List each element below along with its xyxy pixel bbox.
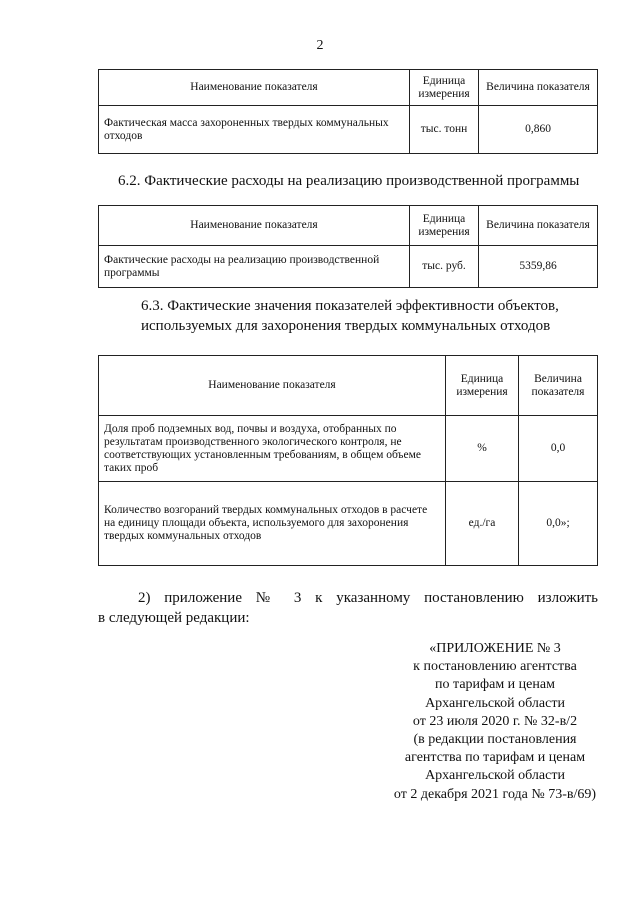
- column-header-unit: Единица измерения: [410, 206, 479, 246]
- table-efficiency: [98, 355, 598, 566]
- column-header-value: Величина показателя: [479, 206, 598, 246]
- appendix-line: Архангельской области: [425, 695, 565, 711]
- column-header-name: Наименование показателя: [99, 206, 410, 246]
- row-unit: тыс. руб.: [410, 246, 479, 288]
- column-header-name: Наименование показателя: [99, 356, 446, 416]
- table-waste-mass: [98, 69, 598, 154]
- column-header-name: Наименование показателя: [99, 70, 410, 106]
- table-row: [99, 482, 598, 566]
- row-unit: тыс. тонн: [410, 106, 479, 154]
- appendix-line: Архангельской области: [425, 768, 565, 784]
- table-row: [99, 416, 598, 482]
- row-name: Фактические расходы на реализацию производственной программы: [99, 246, 410, 288]
- table-row: [99, 246, 598, 288]
- column-header-unit: Единица измерения: [446, 356, 519, 416]
- column-header-unit: Единица измерения: [410, 70, 479, 106]
- row-unit: %: [446, 416, 519, 482]
- row-name: Количество возгораний твердых коммунальных отходов в расчете на единицу площади объекта, используемого для захоронения твердых коммунальных отходов: [99, 482, 446, 566]
- appendix-line: от 2 декабря 2021 года № 73-в/69): [393, 786, 597, 802]
- column-header-value: Величина показателя: [519, 356, 598, 416]
- row-value: 5359,86: [479, 246, 598, 288]
- appendix-line: агентства по тарифам и ценам: [404, 750, 586, 766]
- row-unit: ед./га: [446, 482, 519, 566]
- paragraph-line2: в следующей редакции:: [98, 610, 250, 626]
- appendix-line: от 23 июля 2020 г. № 32-в/2: [412, 713, 578, 729]
- column-header-value: Величина показателя: [479, 70, 598, 106]
- section-heading-6-3-line2: используемых для захоронения твердых коммунальных отходов: [141, 318, 551, 334]
- row-value: 0,0: [519, 416, 598, 482]
- row-name: Доля проб подземных вод, почвы и воздуха, отобранных по результатам производственного экологического контроля, не соответствующих установленным требованиям, в общем объеме таких проб: [99, 416, 446, 482]
- appendix-line: к постановлению агентства: [413, 659, 577, 675]
- section-heading-6-3-line1: 6.3. Фактические значения показателей эффективности объектов,: [141, 298, 559, 314]
- row-name: Фактическая масса захороненных твердых коммунальных отходов: [99, 106, 410, 154]
- row-value: 0,860: [479, 106, 598, 154]
- page-number: 2: [316, 38, 324, 53]
- row-value: 0,0»;: [519, 482, 598, 566]
- section-heading-6-2: 6.2. Фактические расходы на реализацию производственной программы: [118, 173, 580, 189]
- appendix-caption: [360, 640, 630, 804]
- appendix-line: «ПРИЛОЖЕНИЕ № 3: [429, 641, 561, 656]
- table-row: [99, 106, 598, 154]
- table-expenses: [98, 205, 598, 288]
- appendix-line: (в редакции постановления: [413, 732, 577, 748]
- appendix-line: по тарифам и ценам: [435, 677, 555, 693]
- paragraph-line1: 2) приложение № 3 к указанному постановлению изложить: [138, 590, 598, 606]
